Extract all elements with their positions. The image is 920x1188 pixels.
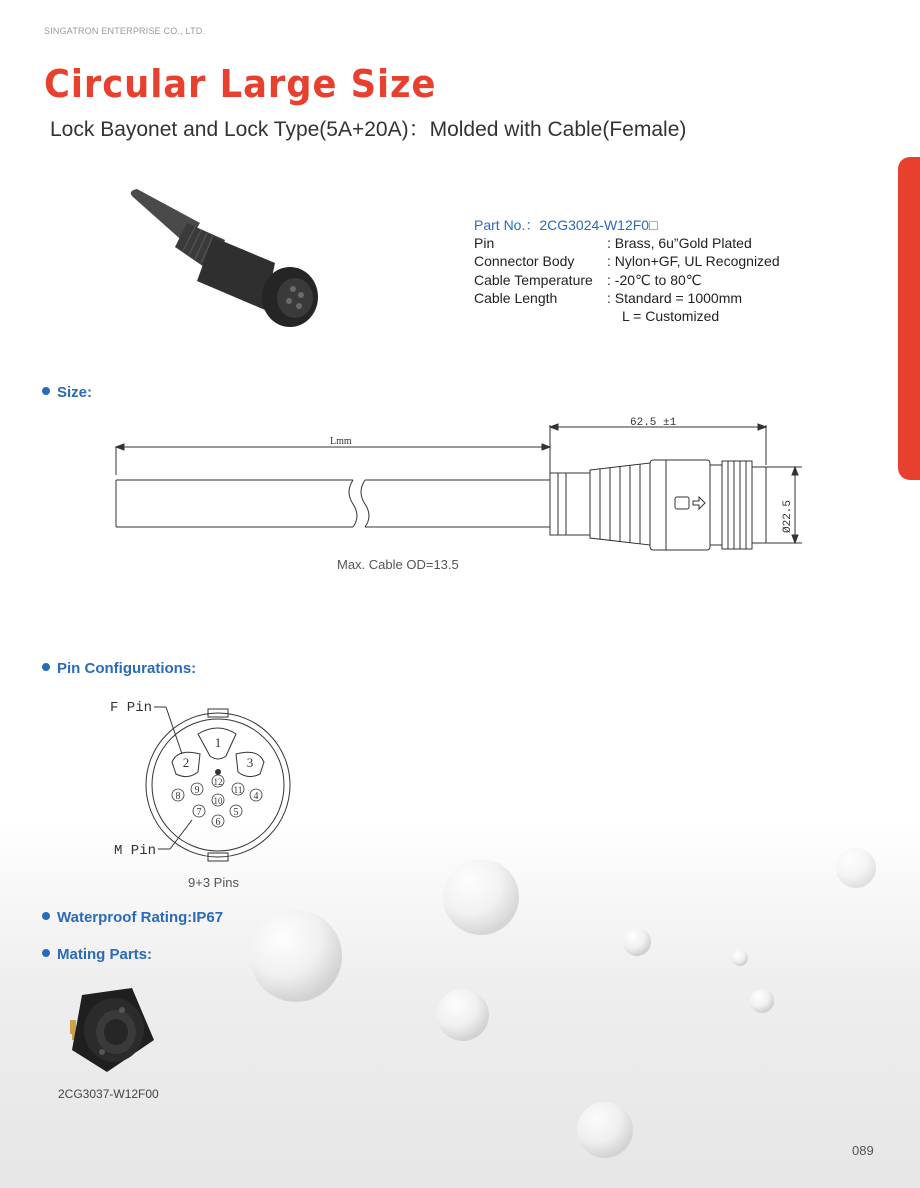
bullet-icon (42, 387, 50, 395)
page-subtitle: Lock Bayonet and Lock Type(5A+20A)：Molded with Cable(Female) (50, 118, 687, 141)
spec-value: : Brass, 6u”Gold Plated (607, 235, 752, 252)
product-photo (125, 185, 325, 330)
spec-label: Cable Length (474, 289, 558, 306)
cable-od-caption: Max. Cable OD=13.5 (337, 557, 459, 572)
pin-8-label: 8 (175, 791, 181, 802)
section-waterproof (42, 909, 223, 926)
spec-value: : -20℃ to 80℃ (607, 271, 702, 288)
spec-row (474, 252, 780, 270)
pin-1-label: 1 (214, 735, 222, 750)
pin-12-label: 12 (213, 777, 223, 787)
connector-length-label: 62.5 ±1 (630, 417, 677, 429)
page-number: 089 (852, 1143, 874, 1158)
spec-row (474, 271, 702, 289)
spec-value: : Standard = 1000mm (607, 289, 743, 306)
pin-5-label: 5 (233, 807, 239, 818)
pin-configuration-drawing (108, 692, 308, 867)
spec-value-extra: L = Customized (622, 307, 720, 324)
section-pin-config (42, 660, 196, 677)
f-pin-label: F Pin (110, 700, 153, 716)
pin-7-label: 7 (196, 807, 202, 818)
section-size-label: Size: (57, 384, 93, 401)
pin-2-label: 2 (182, 755, 190, 770)
pin-3-label: 3 (246, 755, 254, 770)
spec-block (474, 216, 780, 325)
company-name: SINGATRON ENTERPRISE CO., LTD. (44, 26, 206, 36)
section-pin-config-label: Pin Configurations: (57, 660, 197, 677)
spec-value: : Nylon+GF, UL Recognized (607, 253, 780, 270)
spec-label: Cable Temperature (474, 271, 593, 288)
spec-label: Pin (474, 235, 495, 252)
diameter-label: Ø22.5 (782, 499, 794, 533)
size-drawing (110, 415, 810, 560)
spec-row (474, 234, 752, 252)
pin-6-label: 6 (215, 817, 221, 828)
spec-label: Connector Body (474, 253, 575, 270)
pin-10-label: 10 (213, 796, 223, 806)
section-waterproof-label: Waterproof Rating:IP67 (57, 909, 224, 926)
part-number: Part No.：2CG3024-W12F0□ (474, 217, 658, 233)
pins-caption: 9+3 Pins (188, 875, 239, 890)
spec-row (474, 289, 743, 307)
page-title: Circular Large Size (44, 62, 437, 106)
section-mating-label: Mating Parts: (57, 946, 153, 963)
spec-row (474, 307, 720, 325)
mating-part-number: 2CG3037-W12F00 (58, 1087, 159, 1101)
section-mating (42, 946, 152, 963)
section-size (42, 384, 92, 401)
bullet-icon (42, 663, 50, 671)
pin-4-label: 4 (253, 791, 259, 802)
bullet-icon (42, 949, 50, 957)
pin-9-label: 9 (194, 785, 200, 796)
pin-11-label: 11 (233, 785, 243, 795)
m-pin-label: M Pin (114, 843, 157, 859)
mating-part-photo (62, 980, 162, 1080)
length-label: Lmm (330, 436, 352, 447)
bullet-icon (42, 912, 50, 920)
